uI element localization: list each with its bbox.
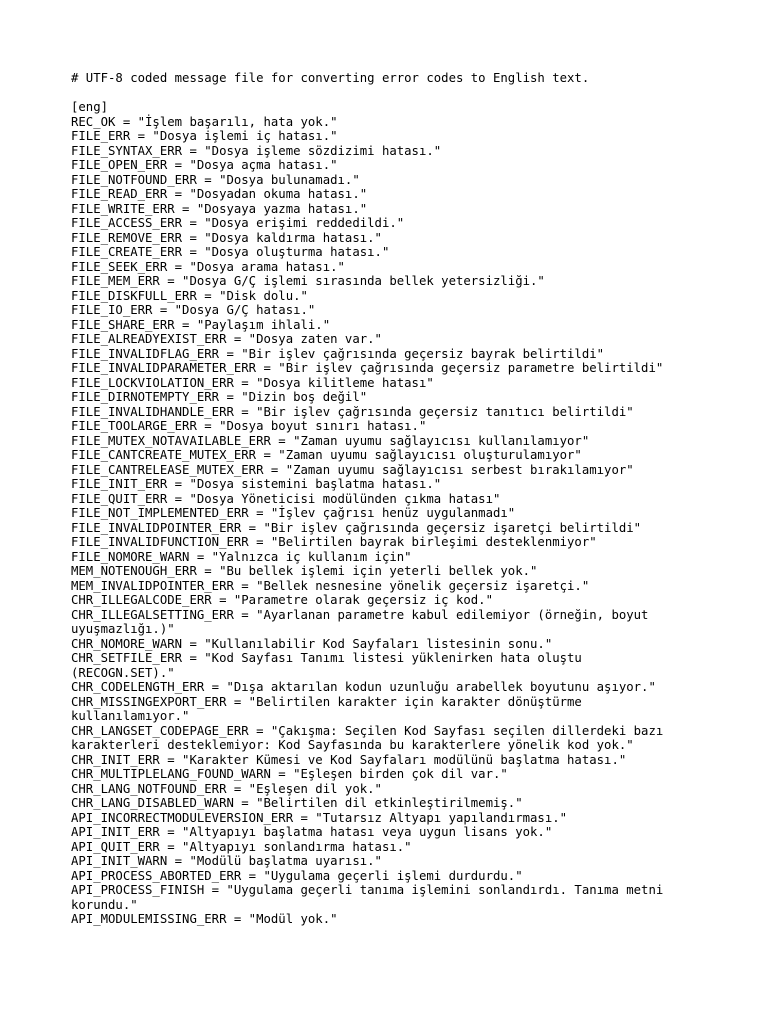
message-line: FILE_CANTCREATE_MUTEX_ERR = "Zaman uyumu sağlayıcısı oluşturulamıyor" bbox=[71, 448, 582, 462]
message-line: FILE_SYNTAX_ERR = "Dosya işleme sözdizimi hatası." bbox=[71, 143, 442, 158]
message-line: API_INIT_ERR = "Altyapıyı başlatma hatası veya uygun lisans yok." bbox=[71, 825, 553, 839]
message-line: FILE_INVALIDHANDLE_ERR = "Bir işlev çağrısında geçersiz tanıtıcı belirtildi" bbox=[71, 404, 634, 419]
message-line: REC_OK = "İşlem başarılı, hata yok." bbox=[71, 114, 338, 129]
message-line: FILE_DIRNOTEMPTY_ERR = "Dizin boş değil" bbox=[71, 390, 368, 404]
message-line: CHR_LANG_NOTFOUND_ERR = "Eşleşen dil yok." bbox=[71, 781, 382, 796]
message-line: FILE_TOOLARGE_ERR = "Dosya boyut sınırı hatası." bbox=[71, 419, 427, 433]
message-line: CHR_MULTIPLELANG_FOUND_WARN = "Eşleşen birden çok dil var." bbox=[71, 767, 508, 781]
message-line: CHR_SETFILE_ERR = "Kod Sayfası Tanımı listesi yüklenirken hata oluştu bbox=[71, 651, 582, 665]
message-line: FILE_NOT_IMPLEMENTED_ERR = "İşlev çağrısı henüz uygulanmadı" bbox=[71, 506, 516, 520]
message-line: API_QUIT_ERR = "Altyapıyı sonlandırma hatası." bbox=[71, 839, 412, 854]
file-comment: # UTF-8 coded message file for converting error codes to English text. bbox=[71, 71, 590, 85]
document-page bbox=[71, 71, 731, 927]
message-line: FILE_ERR = "Dosya işlemi iç hatası." bbox=[71, 129, 338, 143]
message-line: FILE_OPEN_ERR = "Dosya açma hatası." bbox=[71, 158, 338, 172]
message-line: FILE_ALREADYEXIST_ERR = "Dosya zaten var." bbox=[71, 332, 382, 346]
message-line: API_PROCESS_FINISH = "Uygulama geçerli tanıma işlemini sonlandırdı. Tanıma metni bbox=[71, 883, 664, 897]
message-line: CHR_ILLEGALCODE_ERR = "Parametre olarak geçersiz iç kod." bbox=[71, 593, 493, 607]
message-line: API_INCORRECTMODULEVERSION_ERR = "Tutarsız Altyapı yapılandırması." bbox=[71, 810, 568, 825]
message-line: FILE_CANTRELEASE_MUTEX_ERR = "Zaman uyumu sağlayıcısı serbest bırakılamıyor" bbox=[71, 462, 634, 477]
message-line: MEM_INVALIDPOINTER_ERR = "Bellek nesnesine yönelik geçersiz işaretçi." bbox=[71, 578, 590, 593]
message-line: FILE_DISKFULL_ERR = "Disk dolu." bbox=[71, 288, 308, 303]
message-line: FILE_INVALIDPOINTER_ERR = "Bir işlev çağrısında geçersiz işaretçi belirtildi" bbox=[71, 520, 642, 535]
message-line: CHR_INIT_ERR = "Karakter Kümesi ve Kod Sayfaları modülünü başlatma hatası." bbox=[71, 752, 627, 767]
message-line: API_MODULEMISSING_ERR = "Modül yok." bbox=[71, 912, 338, 926]
message-line: CHR_CODELENGTH_ERR = "Dışa aktarılan kodun uzunluğu arabellek boyutunu aşıyor." bbox=[71, 680, 656, 694]
message-line: kullanılamıyor." bbox=[71, 709, 190, 723]
message-line: FILE_INVALIDFUNCTION_ERR = "Belirtilen bayrak birleşimi desteklenmiyor" bbox=[71, 535, 597, 549]
message-line: FILE_NOMORE_WARN = "Yalnızca iç kullanım için" bbox=[71, 549, 412, 564]
message-line: FILE_INVALIDFLAG_ERR = "Bir işlev çağrısında geçersiz bayrak belirtildi" bbox=[71, 346, 605, 361]
message-line: CHR_NOMORE_WARN = "Kullanılabilir Kod Sayfaları listesinin sonu." bbox=[71, 636, 553, 651]
message-line: API_INIT_WARN = "Modülü başlatma uyarısı." bbox=[71, 854, 382, 868]
message-line: FILE_INVALIDPARAMETER_ERR = "Bir işlev çağrısında geçersiz parametre belirtildi" bbox=[71, 361, 664, 375]
message-line: FILE_INIT_ERR = "Dosya sistemini başlatma hatası." bbox=[71, 477, 442, 491]
section-header: [eng] bbox=[71, 100, 109, 114]
message-line: karakterleri desteklemiyor: Kod Sayfasında bu karakterlere yönelik kod yok." bbox=[71, 738, 634, 752]
message-line: korundu." bbox=[71, 897, 138, 912]
message-line: FILE_LOCKVIOLATION_ERR = "Dosya kilitleme hatası" bbox=[71, 375, 434, 390]
message-line: uyuşmazlığı.)" bbox=[71, 622, 175, 636]
message-line: FILE_NOTFOUND_ERR = "Dosya bulunamadı." bbox=[71, 172, 360, 187]
message-line: CHR_LANGSET_CODEPAGE_ERR = "Çakışma: Seçilen Kod Sayfası seçilen dillerdeki bazı bbox=[71, 723, 664, 738]
message-line: FILE_CREATE_ERR = "Dosya oluşturma hatası." bbox=[71, 245, 390, 259]
message-line: FILE_SEEK_ERR = "Dosya arama hatası." bbox=[71, 259, 345, 274]
message-line: FILE_REMOVE_ERR = "Dosya kaldırma hatası." bbox=[71, 230, 382, 245]
message-line: FILE_ACCESS_ERR = "Dosya erişimi reddedildi." bbox=[71, 216, 405, 230]
message-line: FILE_WRITE_ERR = "Dosyaya yazma hatası." bbox=[71, 201, 368, 216]
message-line: CHR_LANG_DISABLED_WARN = "Belirtilen dil etkinleştirilmemiş." bbox=[71, 796, 523, 810]
message-line: FILE_MUTEX_NOTAVAILABLE_ERR = "Zaman uyumu sağlayıcısı kullanılamıyor" bbox=[71, 433, 590, 448]
message-line: CHR_MISSINGEXPORT_ERR = "Belirtilen karakter için karakter dönüştürme bbox=[71, 694, 582, 709]
message-list bbox=[71, 115, 731, 927]
message-line: MEM_NOTENOUGH_ERR = "Bu bellek işlemi için yeterli bellek yok." bbox=[71, 564, 538, 578]
message-line: FILE_SHARE_ERR = "Paylaşım ihlali." bbox=[71, 317, 331, 332]
message-line: FILE_MEM_ERR = "Dosya G/Ç işlemi sırasında bellek yetersizliği." bbox=[71, 274, 545, 288]
message-line: FILE_QUIT_ERR = "Dosya Yöneticisi modülünden çıkma hatası" bbox=[71, 491, 501, 506]
message-line: API_PROCESS_ABORTED_ERR = "Uygulama geçerli işlemi durdurdu." bbox=[71, 868, 523, 883]
message-line: (RECOGN.SET)." bbox=[71, 665, 175, 680]
blank-line bbox=[71, 86, 731, 101]
message-line: FILE_IO_ERR = "Dosya G/Ç hatası." bbox=[71, 303, 316, 317]
message-line: CHR_ILLEGALSETTING_ERR = "Ayarlanan parametre kabul edilemiyor (örneğin, boyut bbox=[71, 607, 649, 622]
message-line: FILE_READ_ERR = "Dosyadan okuma hatası." bbox=[71, 187, 368, 201]
